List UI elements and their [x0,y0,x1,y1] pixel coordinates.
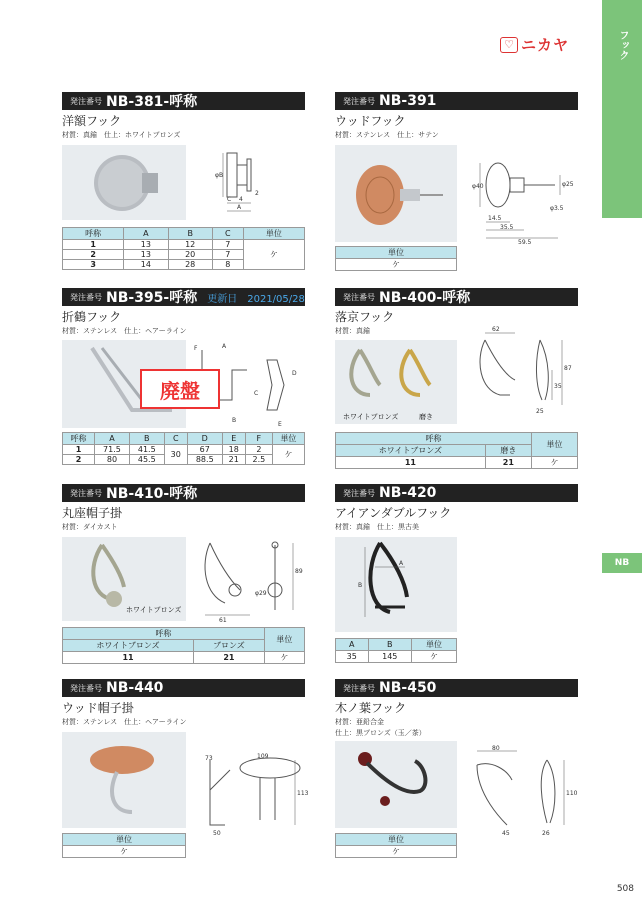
dim-label: 87 [564,365,572,372]
order-no-prefix: 発注番号 [70,96,102,106]
table-cell: 8 [212,260,243,270]
product-header [335,484,578,502]
table-cell: C [212,228,243,240]
product-name: 丸座帽子掛 [62,506,123,520]
product-spec: 材質：真鍮 [335,327,370,335]
product-photo [62,145,186,220]
product-spec: 材質：真鍮 仕上：ホワイトブロンズ [62,131,181,139]
table-cell: ケ [531,457,577,469]
dim-label: 50 [213,830,221,837]
dim-label: 4 [239,196,243,203]
table-cell: 7 [212,240,243,250]
finish-caption: 磨き [419,413,433,421]
table-row [336,846,457,858]
dimension-drawing [462,745,578,837]
table-cell: A [95,433,130,445]
table-cell: 12 [168,240,212,250]
product-photo [335,537,457,632]
product-code: NB-395-呼称 [106,290,198,306]
table-cell: 21 [194,652,265,664]
table-cell: A [336,639,369,651]
table-cell: 28 [168,260,212,270]
dim-label: 89 [295,568,303,575]
dim-label: C [254,390,259,397]
dimension-drawing [195,535,303,624]
dim-label: 113 [297,790,309,797]
table-cell: 磨き [485,445,531,457]
table-row [336,259,457,271]
table-cell: 1 [63,445,95,455]
product-name: 落京フック [335,310,395,324]
table-cell: 2 [63,455,95,465]
section-tab-nb[interactable] [602,553,642,573]
brand-logo [500,34,569,55]
heart-icon: ♡ [500,37,518,53]
table-cell: 18 [222,445,245,455]
product-code: NB-440 [106,680,164,696]
dim-label: 35 [554,383,562,390]
update-date: 更新日 2021/05/28 [207,293,305,305]
spec-table [62,627,305,664]
dim-label: 61 [219,617,227,624]
dim-label: 45 [502,830,510,837]
table-cell: 呼称 [63,628,265,640]
table-cell: 21 [485,457,531,469]
spec-table [335,638,457,663]
dim-label: 2 [255,190,259,197]
table-cell: 13 [124,240,168,250]
finish-caption: ホワイトブロンズ [343,413,399,421]
product-code: NB-381-呼称 [106,94,198,110]
table-cell: 30 [164,445,187,465]
dim-label: 35.5 [500,224,514,231]
table-cell: 単位 [336,247,457,259]
table-cell: 2 [245,445,272,455]
dimension-drawing [205,145,295,220]
order-no-prefix: 発注番号 [70,292,102,302]
category-tab-label: フック [617,30,628,60]
product-photo [335,340,457,424]
spec-table [335,833,457,858]
dim-label: φ40 [472,183,484,190]
table-cell: B [129,433,164,445]
table-cell: ケ [264,652,304,664]
product-photo [335,741,457,828]
product-code: NB-450 [379,680,437,696]
spec-table [335,246,457,271]
product-code: NB-391 [379,93,437,109]
category-tab[interactable] [602,0,642,218]
spec-table [62,432,305,465]
table-row [336,651,457,663]
dimension-drawing [470,150,574,246]
dim-label: B [232,417,237,424]
product-spec: 材質：ダイカスト [62,523,118,531]
table-cell: B [368,639,411,651]
page-number: 508 [616,884,634,894]
product-code: NB-400-呼称 [379,290,471,306]
product-code: NB-410-呼称 [106,486,198,502]
table-cell: 単位 [272,433,304,445]
dim-label: C [227,196,232,203]
table-cell: B [168,228,212,240]
product-header [62,92,305,110]
product-name: 洋額フック [62,114,122,128]
product-name: 木ノ葉フック [335,701,407,715]
table-cell: 単位 [336,834,457,846]
table-cell: 単位 [411,639,456,651]
table-row [63,240,305,250]
dim-label: 80 [492,745,500,752]
product-spec-finish: 仕上：黒ブロンズ（玉／茶） [335,729,426,737]
dim-label: 109 [257,753,269,760]
order-no-prefix: 発注番号 [343,292,375,302]
table-row [63,846,186,858]
product-spec: 材質：ステンレス 仕上：ヘアーライン [62,718,187,726]
product-header [62,288,305,306]
table-cell: 80 [95,455,130,465]
table-cell: ケ [336,846,457,858]
table-cell: 71.5 [95,445,130,455]
dim-label: D [292,370,297,377]
product-header [335,288,578,306]
spec-table [335,432,578,469]
dim-label: A [399,560,404,567]
dim-label: A [237,204,242,211]
dim-label: A [222,343,227,350]
table-cell: 単位 [531,433,577,457]
product-name: ウッド帽子掛 [62,701,134,715]
product-spec: 材質：ステンレス 仕上：サテン [335,131,439,139]
dim-label: 62 [492,326,500,333]
spec-table [62,227,305,270]
order-no-prefix: 発注番号 [343,96,375,106]
dim-label: B [358,582,363,589]
product-header [335,679,578,697]
table-cell: 45.5 [129,455,164,465]
order-no-prefix: 発注番号 [343,488,375,498]
product-header [62,679,305,697]
product-photo [62,537,186,621]
table-cell: ケ [336,259,457,271]
table-cell: F [245,433,272,445]
table-cell: 88.5 [187,455,222,465]
table-cell: 単位 [63,834,186,846]
table-cell: E [222,433,245,445]
table-cell: ケ [411,651,456,663]
dim-label: E [278,421,282,428]
table-cell: 14 [124,260,168,270]
table-cell: ケ [63,846,186,858]
brand-logo-text: ニカヤ [521,36,570,54]
product-name: アイアンダブルフック [335,506,452,520]
table-cell: C [164,433,187,445]
discontinued-stamp: 廃盤 [140,369,220,409]
table-cell: 単位 [264,628,304,652]
dim-label: φ3.5 [550,205,564,212]
table-cell: 11 [336,457,486,469]
dim-label: 25 [536,408,544,415]
finish-caption: ホワイトブロンズ [126,606,182,614]
table-cell: 呼称 [63,228,124,240]
product-name: 折鶴フック [62,310,122,324]
table-cell: 3 [63,260,124,270]
order-no-prefix: 発注番号 [70,488,102,498]
table-cell: 21 [222,455,245,465]
dim-label: φ29 [255,590,267,597]
product-photo [335,145,457,242]
table-cell: A [124,228,168,240]
table-cell: 145 [368,651,411,663]
section-tab-label: NB [614,558,630,568]
table-row [63,445,305,455]
product-code: NB-420 [379,485,437,501]
table-cell: 13 [124,250,168,260]
table-cell: ケ [272,445,304,465]
table-cell: ホワイトブロンズ [63,640,194,652]
table-cell: 35 [336,651,369,663]
table-row [63,652,305,664]
dimension-drawing [470,325,570,420]
table-cell: 41.5 [129,445,164,455]
product-name: ウッドフック [335,114,406,128]
table-cell: 1 [63,240,124,250]
product-spec: 材質：亜鉛合金 [335,718,384,726]
order-no-prefix: 発注番号 [343,683,375,693]
table-cell: 2 [63,250,124,260]
dim-label: 26 [542,830,550,837]
table-cell: 呼称 [63,433,95,445]
dim-label: 73 [205,755,213,762]
dim-label: φB [215,172,224,179]
table-cell: D [187,433,222,445]
dim-label: 110 [566,790,578,797]
table-cell: 2.5 [245,455,272,465]
dim-label: 59.5 [518,239,532,246]
product-photo [62,732,186,828]
table-cell: 単位 [243,228,304,240]
dimension-drawing [195,750,309,838]
table-cell: 7 [212,250,243,260]
table-cell: 11 [63,652,194,664]
dim-label: 14.5 [488,215,502,222]
product-header [62,484,305,502]
table-row [336,457,578,469]
table-cell: ケ [243,240,304,270]
table-cell: ホワイトブロンズ [336,445,486,457]
table-cell: 呼称 [336,433,532,445]
table-cell: ブロンズ [194,640,265,652]
product-spec: 材質：ステンレス 仕上：ヘアーライン [62,327,187,335]
order-no-prefix: 発注番号 [70,683,102,693]
table-cell: 20 [168,250,212,260]
product-header [335,92,578,110]
product-spec: 材質：真鍮 仕上：黒古美 [335,523,419,531]
table-cell: 67 [187,445,222,455]
spec-table [62,833,186,858]
dim-label: φ25 [562,181,574,188]
dim-label: F [194,345,198,352]
